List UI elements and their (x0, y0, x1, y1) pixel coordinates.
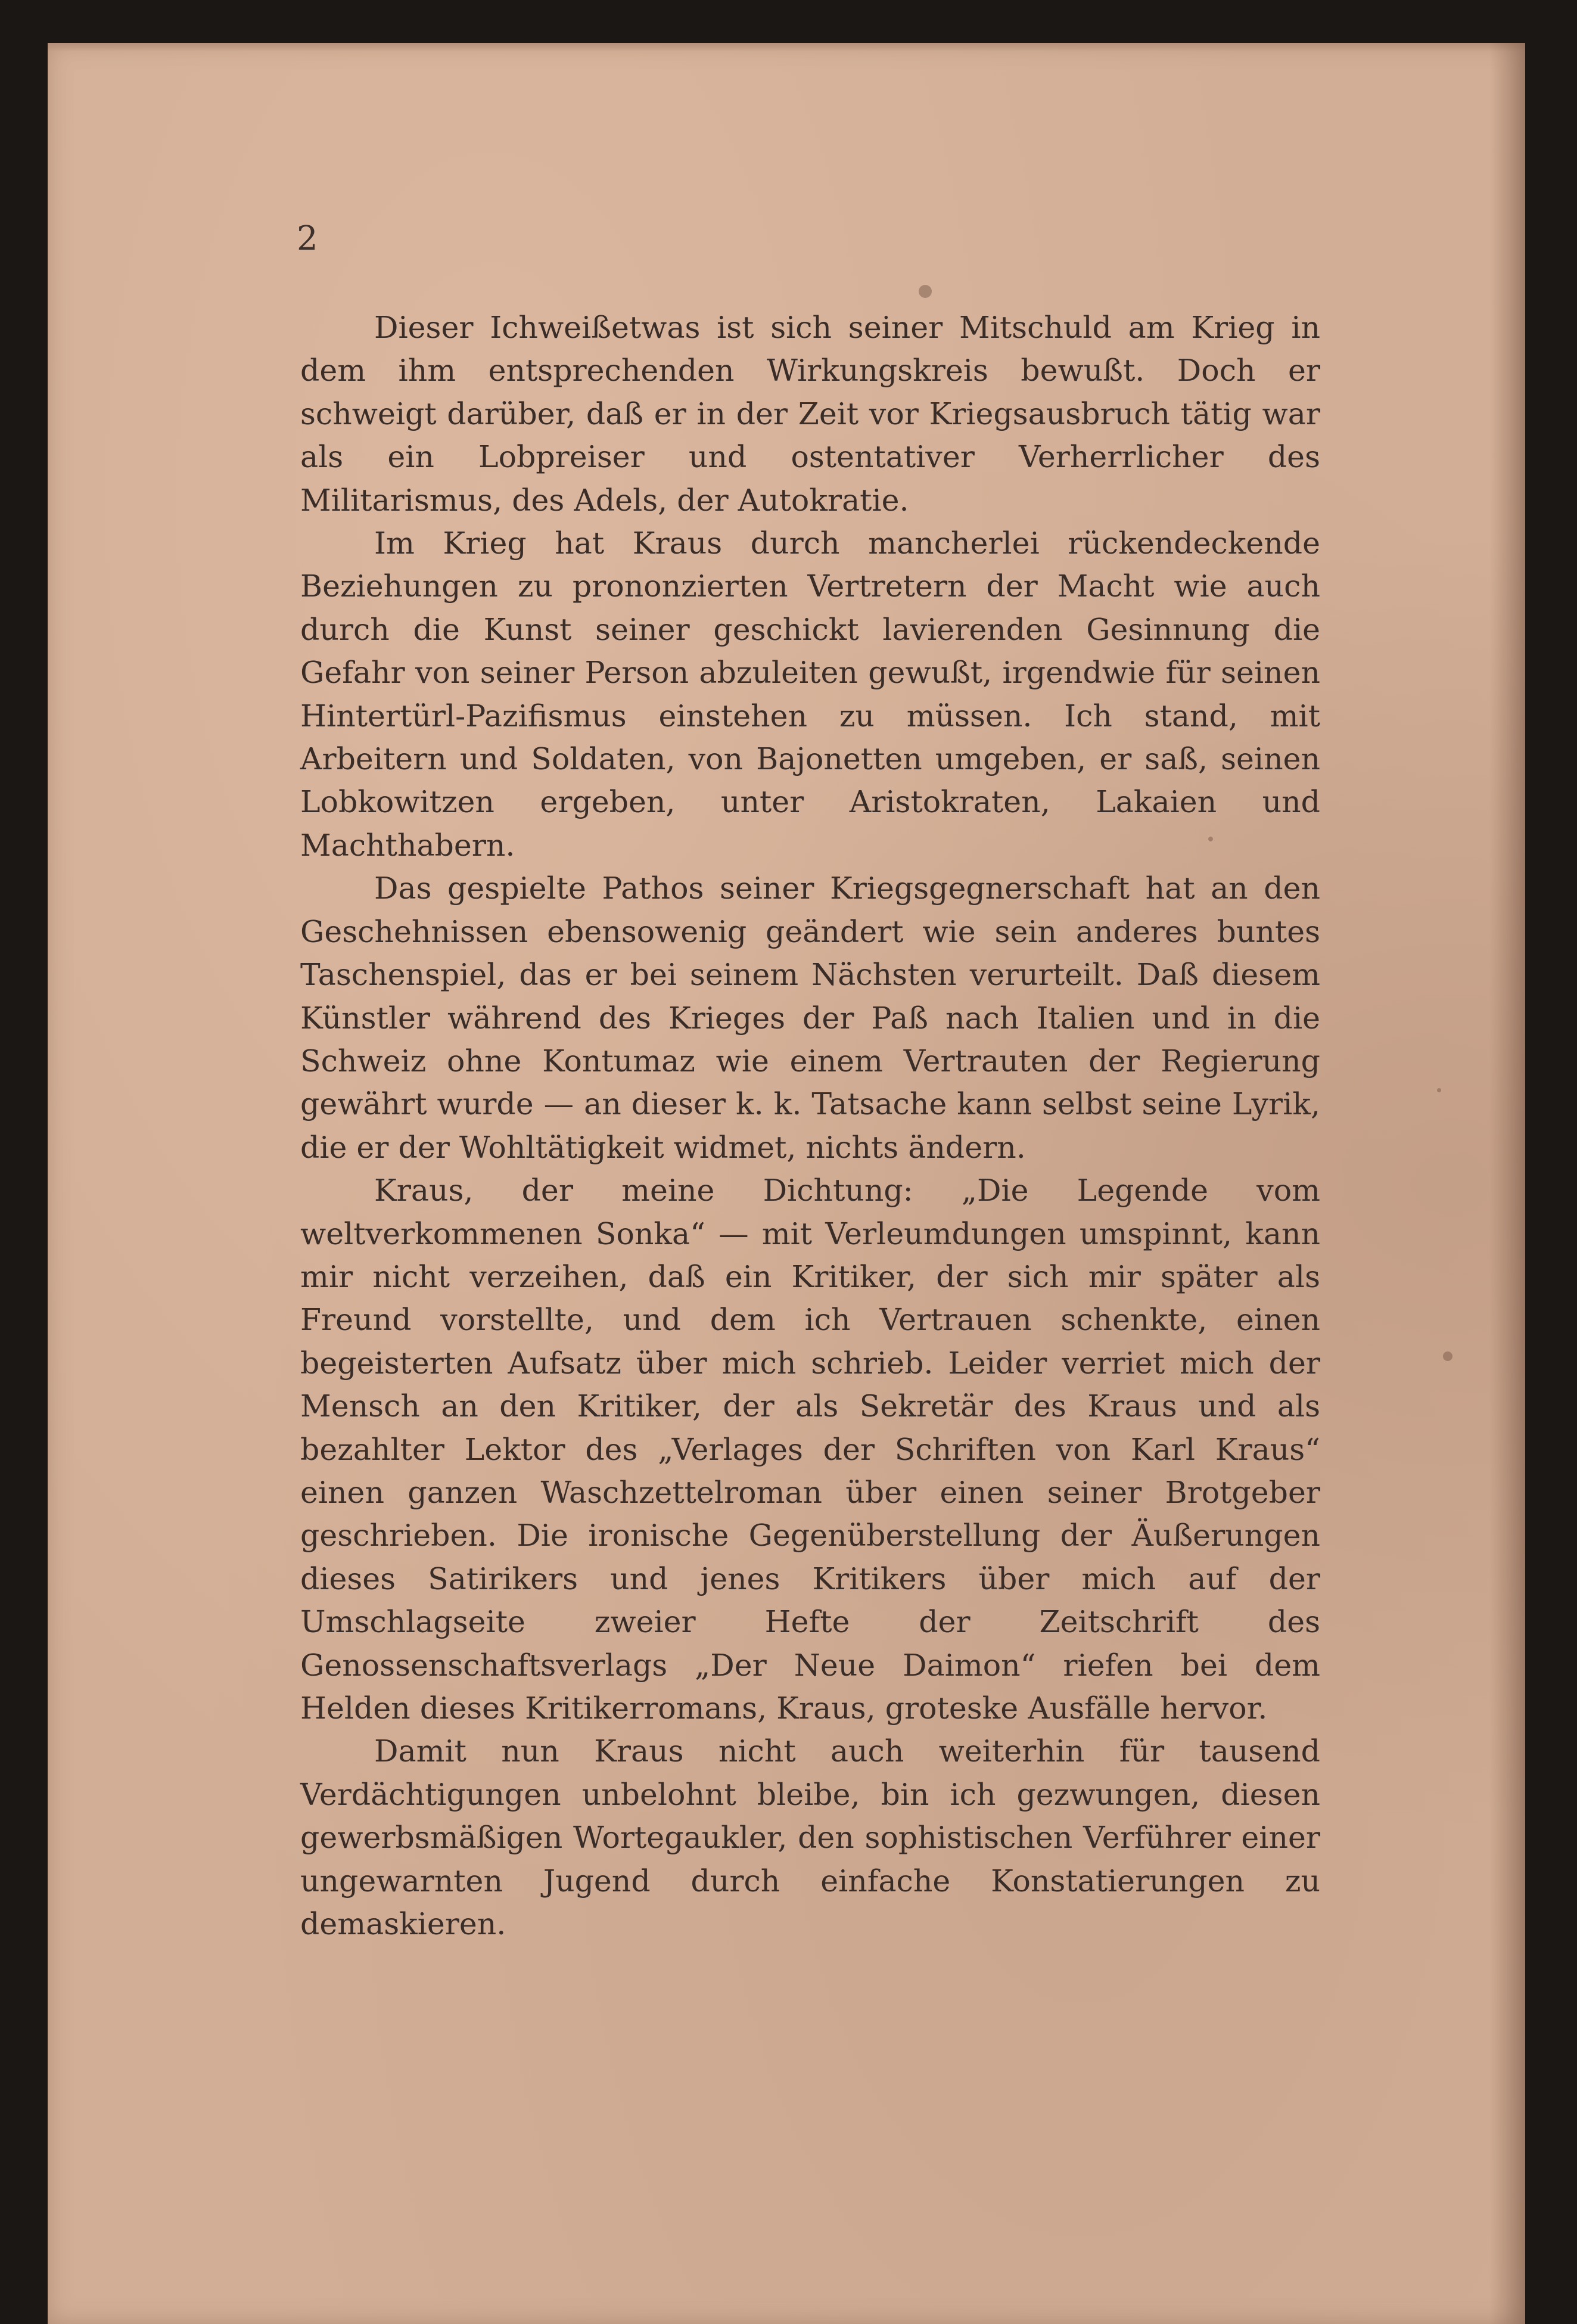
binding-shadow (1489, 43, 1525, 2324)
paragraph-5: Damit nun Kraus nicht auch weiterhin für tausend Verdächtigungen unbelohnt bleibe, bin ich gezwungen, diesen gewerbsmäßigen Wortegaukler, den sophistischen Verführer einer ungewarnten Jugend durch einfache Konstatierungen zu demaskieren. (300, 1733, 1320, 1942)
paragraph-1: Dieser Ichweißetwas ist sich seiner Mitschuld am Krieg in dem ihm entsprechenden Wirkungskreis bewußt. Doch er schweigt darüber, daß er in der Zeit vor Kriegsausbruch tätig war als ein Lobpreiser und ostentativer Verherrlicher des Militarismus, des Adels, der Autokratie. (300, 310, 1320, 518)
paper-speck (919, 285, 932, 298)
paragraph-3: Das gespielte Pathos seiner Kriegsgegnerschaft hat an den Geschehnissen ebensowenig geändert wie sein anderes buntes Taschenspiel, das er bei seinem Nächsten verurteilt. Daß diesem Künstler während des Krieges der Paß nach Italien und in die Schweiz ohne Kontumaz wie einem Vertrauten der Regierung gewährt wurde — an dieser k. k. Tatsache kann selbst seine Lyrik, die er der Wohltätigkeit widmet, nichts ändern. (300, 871, 1320, 1165)
paragraph-2: Im Krieg hat Kraus durch mancherlei rückendeckende Beziehungen zu prononzierten Vertretern der Macht wie auch durch die Kunst seiner geschickt lavierenden Gesinnung die Gefahr von seiner Person abzuleiten gewußt, irgendwie für seinen Hintertürl-Pazifismus einstehen zu müssen. Ich stand, mit Arbeitern und Soldaten, von Bajonetten umgeben, er saß, seinen Lobkowitzen ergeben, unter Aristokraten, Lakaien und Machthabern. (300, 526, 1320, 863)
paragraph-4: Kraus, der meine Dichtung: „Die Legende vom weltverkommenen Sonka“ — mit Verleumdungen umspinnt, kann mir nicht verzeihen, daß ein Kritiker, der sich mir später als Freund vorstellte, und dem ich Vertrauen schenkte, einen begeisterten Aufsatz über mich schrieb. Leider verriet mich der Mensch an den Kritiker, der als Sekretär des Kraus und als bezahlter Lektor des „Verlages der Schriften von Karl Kraus“ einen ganzen Waschzettelroman über einen seiner Brotgeber geschrieben. Die ironische Gegenüberstellung der Äußerungen dieses Satirikers und jenes Kritikers über mich auf der Umschlagseite zweier Hefte der Zeitschrift des Genossenschaftsverlags „Der Neue Daimon“ riefen bei dem Helden dieses Kritikerromans, Kraus, groteske Ausfälle hervor. (300, 1173, 1320, 1726)
page-number: 2 (297, 219, 318, 258)
paper-top-edge (48, 43, 1525, 51)
paper-speck (1437, 1088, 1441, 1092)
paper-speck (1443, 1351, 1452, 1361)
body-text (300, 306, 1320, 1946)
